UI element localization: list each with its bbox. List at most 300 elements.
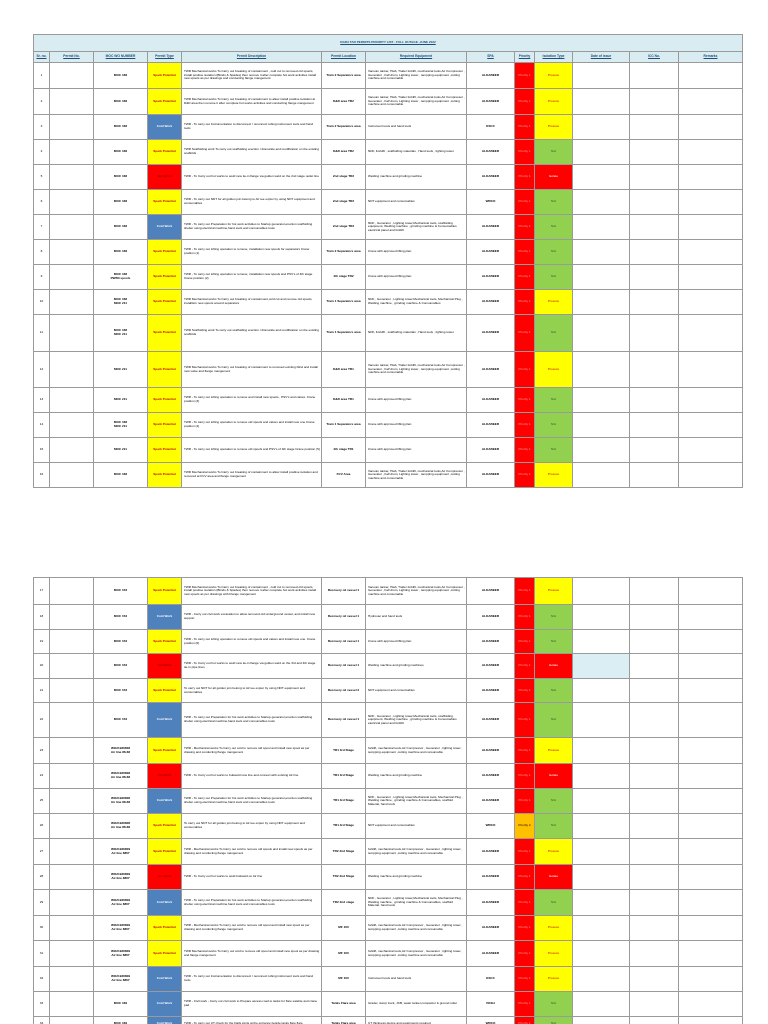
cell-required-equipment: Crane with approved lifting plan [366, 413, 467, 438]
cell-permit-type: Spark Potential [148, 240, 182, 265]
cell-permit-location: 4th stage TR1 [322, 438, 366, 463]
col-header-permit-location: Permit Location [322, 52, 366, 63]
cell-required-equipment: Crane with approved lifting plan [366, 265, 467, 290]
table-row [34, 789, 743, 814]
cell-permit-no [50, 89, 94, 115]
col-header-isolation-type: Isolation Type [535, 52, 573, 63]
cell-permit-no [50, 738, 94, 764]
cell-required-equipment: forklift, mechanical tools,Air Compressor , Generator , lighting tower , tempping equipment ,cutting machine and consumable [366, 916, 467, 941]
cell-permit-description: TWR - To carry out Preparation for hot work activities to Startup generator,erection scaffolding shelter using electrical machine,hand tools and consumables tools [182, 215, 322, 240]
cell-date-of-issue [573, 215, 630, 240]
cell-sr-no: 31 [34, 941, 50, 967]
cell-remarks [679, 839, 743, 865]
cell-permit-no [50, 764, 94, 789]
cell-icc-no [630, 140, 679, 165]
cell-permit-type: Spark Potential [148, 352, 182, 388]
cell-remarks [679, 890, 743, 916]
cell-remarks [679, 413, 743, 438]
cell-icc-no [630, 388, 679, 413]
cell-permit-type: Spark Potential [148, 413, 182, 438]
cell-required-equipment: Vacuum tanker, Hiab, Trailer forklift, mechanical tools,Air Compressor , Generator , half drum, Lighting tower , tempping equipment ,cutting machine and consumable [366, 89, 467, 115]
cell-permit-no [50, 789, 94, 814]
cell-permit-location: Recovery oil vessel 2 [322, 679, 366, 703]
cell-moc-wo-number: MOC 168 [94, 115, 148, 140]
cell-spa: ALKABEER [467, 916, 515, 941]
cell-required-equipment: Instrument tools and hand tools [366, 115, 467, 140]
cell-priority: Priority 1 [515, 738, 535, 764]
cell-icc-no [630, 190, 679, 215]
cell-permit-type: Cold Work [148, 215, 182, 240]
cell-isolation-type: N/A [535, 140, 573, 165]
cell-isolation-type: N/A [535, 215, 573, 240]
cell-permit-description: TWR - Mechanical works To Carry out cold to remove old spool and install new spool as per drawing and conducting flange mangement [182, 738, 322, 764]
cell-moc-wo-number: WO21926808 Air line 88-68 [94, 789, 148, 814]
cell-priority: Priority 1 [515, 63, 535, 89]
cell-permit-no [50, 654, 94, 679]
cell-date-of-issue [573, 115, 630, 140]
cell-permit-location: TR1 3rd Stage [322, 814, 366, 839]
cell-permit-location: TR1 3rd Stage [322, 738, 366, 764]
cell-remarks [679, 679, 743, 703]
cell-moc-wo-number: WO21926809 Air line 8867 [94, 941, 148, 967]
cell-icc-no [630, 115, 679, 140]
cell-spa: ALKABEER [467, 764, 515, 789]
col-header-date-of-issue: Date of issue [573, 52, 630, 63]
cell-icc-no [630, 463, 679, 488]
cell-permit-no [50, 165, 94, 190]
cell-remarks [679, 190, 743, 215]
cell-remarks [679, 388, 743, 413]
sheet-title: DGD3 TAR PERMITS PRIORITY LIST - FULL OUTAGE -JUNE 2022 [34, 35, 743, 52]
cell-permit-description: TWR Mechanical works To Carry out cold to remove old spool and install new spool as per drawing and flange mangement [182, 941, 322, 967]
cell-spa: ALKABEER [467, 630, 515, 654]
cell-date-of-issue [573, 165, 630, 190]
cell-required-equipment: Hydrovac and hand tools [366, 605, 467, 630]
cell-moc-wo-number: WO21926809 Air line 8867 [94, 890, 148, 916]
cell-sr-no: 33 [34, 992, 50, 1017]
cell-moc-wo-number: MOC 211 [94, 438, 148, 463]
cell-permit-description: TWR - Carry out civil work excavation to allow removed old underground vessel, and install new support [182, 605, 322, 630]
cell-icc-no [630, 89, 679, 115]
cell-date-of-issue [573, 703, 630, 738]
table-row [34, 890, 743, 916]
cell-permit-description: TWR - To carry out Lifting operation to remove, installation new spools and PSV's of 4th stage Crane position (2) [182, 265, 322, 290]
table-row [34, 630, 743, 654]
cell-moc-wo-number: MOC 168 [94, 240, 148, 265]
cell-required-equipment: NDF , Generator , Lighting tower,Mechanical tools, Mechanical Plug , Welding machine , grinding machine & Consumables, scaffold Material, hand tools [366, 789, 467, 814]
cell-permit-type: Spark Potential [148, 814, 182, 839]
cell-remarks [679, 967, 743, 992]
cell-permit-location: TR2 2nd Stage [322, 839, 366, 865]
table-row [34, 413, 743, 438]
cell-required-equipment: Welding machine and grinding machine [366, 764, 467, 789]
cell-permit-no [50, 967, 94, 992]
cell-required-equipment: Welding machine and grinding machines [366, 654, 467, 679]
cell-remarks [679, 1017, 743, 1024]
cell-required-equipment: Vacuum tanker, Hiab, Trailer forklift, mechanical tools,Air Compressor , Generator , half drum, Lighting tower , tempping equipment ,cutting machine and consumable [366, 63, 467, 89]
cell-priority: Priority 1 [515, 578, 535, 605]
cell-isolation-type: N/A [535, 605, 573, 630]
cell-icc-no [630, 967, 679, 992]
cell-required-equipment: Welding machine and grinding machine [366, 865, 467, 890]
cell-permit-location: 2nd stage TR2 [322, 190, 366, 215]
cell-moc-wo-number: MOC 153 [94, 578, 148, 605]
cell-permit-no [50, 814, 94, 839]
cell-priority: Priority 1 [515, 265, 535, 290]
col-header-moc-wo-number: MOC WO NUMBER [94, 52, 148, 63]
cell-permit-location: D&D area TR2 [322, 140, 366, 165]
cell-spa: ALKABEER [467, 265, 515, 290]
cell-spa: ALKABEER [467, 654, 515, 679]
cell-permit-description: TWR - To carry out Lifting operation to remove, installation new spools for separators Crane position (1) [182, 240, 322, 265]
cell-isolation-type: N/A [535, 265, 573, 290]
cell-moc-wo-number: WO21926808 Air line 88-68 [94, 814, 148, 839]
cell-date-of-issue [573, 738, 630, 764]
cell-priority: Priority 1 [515, 703, 535, 738]
table-row [34, 240, 743, 265]
table-row [34, 63, 743, 89]
cell-isolation-type: N/A [535, 388, 573, 413]
cell-remarks [679, 916, 743, 941]
cell-isolation-type: N/A [535, 630, 573, 654]
cell-priority: Priority 1 [515, 941, 535, 967]
cell-icc-no [630, 890, 679, 916]
cell-isolation-type: Isolate [535, 165, 573, 190]
cell-isolation-type: N/A [535, 814, 573, 839]
cell-moc-wo-number: MOC 168 [94, 165, 148, 190]
cell-isolation-type: Process [535, 578, 573, 605]
cell-sr-no: 15 [34, 438, 50, 463]
cell-permit-description: TWR - To carry out Preparation for hot work activities to Startup generator,erection scaffolding shelter using electrical machine,hand tools and consumables tools [182, 789, 322, 814]
cell-required-equipment: Vacuum tanker, Hiab, Trailer forklift, mechanical tools,Air Compressor , Generator , half drum, Lighting tower , tempping equipment ,cutting machine and consumable [366, 352, 467, 388]
cell-permit-no [50, 992, 94, 1017]
cell-permit-location: Recovery oil vessel 1 [322, 630, 366, 654]
cell-permit-description: TWR - To Carry out hot works to buttweld new line and connect with existing Air line [182, 764, 322, 789]
cell-remarks [679, 992, 743, 1017]
cell-remarks [679, 240, 743, 265]
cell-spa: ALKABEER [467, 63, 515, 89]
col-header-remarks: Remarks [679, 52, 743, 63]
cell-sr-no: 13 [34, 388, 50, 413]
cell-spa: ALKABEER [467, 140, 515, 165]
cell-permit-location: Train 1 Separators area [322, 290, 366, 315]
cell-required-equipment: Crane with approved lifting plan [366, 388, 467, 413]
cell-remarks [679, 630, 743, 654]
cell-remarks [679, 578, 743, 605]
cell-spa: ALKABEER [467, 240, 515, 265]
cell-permit-no [50, 703, 94, 738]
table-row [34, 215, 743, 240]
cell-permit-type: Cold Work [148, 1017, 182, 1024]
cell-permit-type: Spark Potential [148, 438, 182, 463]
cell-remarks [679, 63, 743, 89]
cell-sr-no: 20 [34, 654, 50, 679]
cell-priority: Priority 1 [515, 654, 535, 679]
cell-remarks [679, 738, 743, 764]
cell-permit-type: Spark Potential [148, 738, 182, 764]
cell-priority: Priority 1 [515, 388, 535, 413]
cell-icc-no [630, 839, 679, 865]
cell-spa: ALKABEER [467, 413, 515, 438]
cell-permit-no [50, 865, 94, 890]
cell-permit-location: D&D area TR1 [322, 388, 366, 413]
cell-remarks [679, 941, 743, 967]
cell-isolation-type: N/A [535, 438, 573, 463]
cell-permit-location: MF 100 [322, 967, 366, 992]
cell-permit-type: Spark Potential [148, 463, 182, 488]
cell-spa: KSCC [467, 115, 515, 140]
cell-permit-no [50, 352, 94, 388]
cell-isolation-type: N/A [535, 992, 573, 1017]
table-row [34, 165, 743, 190]
cell-date-of-issue [573, 865, 630, 890]
cell-isolation-type: Process [535, 941, 573, 967]
table-row [34, 290, 743, 315]
cell-moc-wo-number: MOC 169 [94, 1017, 148, 1024]
cell-date-of-issue [573, 63, 630, 89]
cell-priority: Priority 1 [515, 967, 535, 992]
cell-permit-no [50, 916, 94, 941]
cell-spa: ALKABEER [467, 839, 515, 865]
cell-sr-no: 29 [34, 890, 50, 916]
cell-moc-wo-number: MOC 168 [94, 63, 148, 89]
cell-permit-location: TR1 3rd Stage [322, 764, 366, 789]
cell-isolation-type: N/A [535, 789, 573, 814]
cell-moc-wo-number: MOC 211 [94, 388, 148, 413]
cell-priority: Priority 1 [515, 215, 535, 240]
cell-sr-no: 1 [34, 63, 50, 89]
cell-permit-location: 2nd stage TR2 [322, 215, 366, 240]
cell-permit-description: TWR - Civil work - Carry out civil work to Prepare access road to tanks for flare satelite and crane pad [182, 992, 322, 1017]
cell-permit-description: TWR Mechanical works To Carry out breaking of containment,cold cut and remove old spools, installtion new spools around separators [182, 290, 322, 315]
cell-permit-no [50, 63, 94, 89]
cell-remarks [679, 463, 743, 488]
cell-permit-type: Spark Potential [148, 916, 182, 941]
cell-spa: PASH [467, 992, 515, 1017]
cell-date-of-issue [573, 89, 630, 115]
cell-date-of-issue [573, 290, 630, 315]
cell-icc-no [630, 916, 679, 941]
cell-priority: Priority 1 [515, 916, 535, 941]
cell-permit-no [50, 438, 94, 463]
cell-isolation-type: Process [535, 115, 573, 140]
cell-sr-no: 3 [34, 115, 50, 140]
cell-remarks [679, 265, 743, 290]
cell-sr-no: 26 [34, 814, 50, 839]
cell-isolation-type: Isolate [535, 764, 573, 789]
cell-priority: Priority 1 [515, 89, 535, 115]
table-row [34, 865, 743, 890]
cell-permit-description: TWR Scaffolding work To carry out scaffolding erection / dismantle and modification on the existing scaffolds [182, 315, 322, 352]
cell-permit-type: Cold Work [148, 115, 182, 140]
cell-permit-location: Tanks Flare area [322, 992, 366, 1017]
cell-date-of-issue [573, 941, 630, 967]
cell-required-equipment: UT thickness device and equipments required [366, 1017, 467, 1024]
cell-required-equipment: NDF, Forklift , scaffolding materials , Hand tools , lighting tower [366, 315, 467, 352]
col-header-permit-description: Permit Description [182, 52, 322, 63]
cell-remarks [679, 605, 743, 630]
cell-moc-wo-number: MOC 153 [94, 679, 148, 703]
cell-permit-type: Spark Potential [148, 578, 182, 605]
cell-permit-location: Train 2 Separators area [322, 240, 366, 265]
cell-spa: WRCO [467, 1017, 515, 1024]
table-row [34, 916, 743, 941]
cell-priority: Priority 1 [515, 630, 535, 654]
cell-icc-no [630, 865, 679, 890]
cell-sr-no: 4 [34, 140, 50, 165]
cell-remarks [679, 140, 743, 165]
cell-date-of-issue [573, 814, 630, 839]
cell-permit-description: TWR - To carry out UT check for the Dalls joints at the entrance beside tanks flare flare [182, 1017, 322, 1024]
cell-priority: Priority 1 [515, 679, 535, 703]
cell-permit-no [50, 388, 94, 413]
cell-icc-no [630, 679, 679, 703]
cell-sr-no: 34 [34, 1017, 50, 1024]
cell-remarks [679, 89, 743, 115]
cell-permit-description: TWR - To carry out Lifting operation to remove and install new spools , PSV's and valves. Crane position (3) [182, 388, 322, 413]
cell-permit-type: Hot Work [148, 865, 182, 890]
cell-icc-no [630, 605, 679, 630]
cell-priority: Priority 1 [515, 165, 535, 190]
cell-permit-description: TWR - Mechanical works To Carry out cold to remove old spool and install new spool as per drawing and conducting flange mangement [182, 916, 322, 941]
cell-required-equipment: NDF , Generator , Lighting tower,Mechanical tools, Mechanical Plug , Welding machine , grinding machine & Consumables, scaffold Material, hand tools [366, 890, 467, 916]
cell-permit-description: TWR - To carry out Preparation for hot work activities to Startup generator,erection scaffolding shelter using electrical machine,hand tools and consumables tools [182, 890, 322, 916]
cell-permit-no [50, 630, 94, 654]
cell-sr-no: 7 [34, 215, 50, 240]
cell-sr-no: 9 [34, 265, 50, 290]
cell-date-of-issue [573, 240, 630, 265]
cell-permit-type: Spark Potential [148, 89, 182, 115]
cell-permit-type: Cold Work [148, 605, 182, 630]
cell-sr-no: 21 [34, 679, 50, 703]
cell-moc-wo-number: MOC 211 [94, 352, 148, 388]
cell-isolation-type: Process [535, 352, 573, 388]
cell-permit-type: Spark Potential [148, 630, 182, 654]
cell-sr-no: 22 [34, 703, 50, 738]
table-row [34, 814, 743, 839]
cell-permit-type: Spark Potential [148, 315, 182, 352]
cell-permit-description: TWR - Mechanical works To Carry out cold to remove old spools and install new spools as per drawing and conducting flange mangement [182, 839, 322, 865]
cell-permit-type: Cold Work [148, 789, 182, 814]
table-row [34, 352, 743, 388]
cell-permit-type: Hot Work [148, 654, 182, 679]
cell-sr-no: 19 [34, 630, 50, 654]
cell-permit-description: TWR - To carry out NDT for all golden join belong to Air tee expier by using NDT equipment and consumables [182, 190, 322, 215]
cell-date-of-issue [573, 605, 630, 630]
cell-sr-no: 24 [34, 764, 50, 789]
permit-table-page-1 [33, 34, 743, 488]
cell-required-equipment: Vacuum tanker, Hiab, Trailer forklift, mechanical tools,Air Compressor , Generator , half drum, Lighting tower , tempping equipment ,cutting machine and consumable [366, 578, 467, 605]
cell-date-of-issue [573, 413, 630, 438]
cell-moc-wo-number: MOC 168 [94, 140, 148, 165]
cell-permit-type: Cold Work [148, 967, 182, 992]
cell-sr-no: 8 [34, 240, 50, 265]
cell-required-equipment: NDT equipment and consumables [366, 190, 467, 215]
cell-date-of-issue [573, 463, 630, 488]
cell-permit-type: Cold Work [148, 890, 182, 916]
cell-icc-no [630, 438, 679, 463]
cell-remarks [679, 865, 743, 890]
cell-permit-location: TR2 2nd Stage [322, 865, 366, 890]
cell-permit-no [50, 140, 94, 165]
cell-moc-wo-number: MOC 168 [94, 190, 148, 215]
cell-spa: ALKABEER [467, 165, 515, 190]
table-row [34, 764, 743, 789]
col-header-sr-no: Sr. no. [34, 52, 50, 63]
cell-remarks [679, 290, 743, 315]
cell-icc-no [630, 1017, 679, 1024]
table-row [34, 967, 743, 992]
cell-required-equipment: Crane with approved lifting plan [366, 438, 467, 463]
table-row [34, 315, 743, 352]
cell-date-of-issue [573, 1017, 630, 1024]
cell-date-of-issue [573, 265, 630, 290]
table-row [34, 654, 743, 679]
cell-permit-type: Hot Work [148, 764, 182, 789]
table-row [34, 578, 743, 605]
cell-permit-description: TWR - To carry out Preparation for hot work activities to Startup generator,erection scaffolding shelter using electrical machine,hand tools and consumables tools [182, 703, 322, 738]
cell-icc-no [630, 578, 679, 605]
cell-priority: Priority 1 [515, 190, 535, 215]
cell-permit-description: TWR Mechanical works To Carry out breaking of containment to removed existing blind and install new valve and flange mangement [182, 352, 322, 388]
cell-isolation-type: N/A [535, 413, 573, 438]
cell-isolation-type: Process [535, 63, 573, 89]
cell-required-equipment: NDF , Generator , Lighting tower,Mechanical tools, scaffolding equipment, Welding machine , grinding machine & Consumables electrical panel and forklift [366, 703, 467, 738]
cell-sr-no: 23 [34, 738, 50, 764]
cell-moc-wo-number: MOC 168 MOC 211 [94, 413, 148, 438]
table-row [34, 115, 743, 140]
cell-date-of-issue [573, 992, 630, 1017]
cell-permit-no [50, 265, 94, 290]
cell-priority: Priority 1 [515, 605, 535, 630]
cell-date-of-issue [573, 578, 630, 605]
cell-required-equipment: Grader, dump truck, JCB, water tanker,compactor & ground roller [366, 992, 467, 1017]
cell-permit-description: To carry out NDT for all golden join belong to Air tee expier by using NDT equipment and consumables [182, 679, 322, 703]
cell-priority: Priority 1 [515, 140, 535, 165]
cell-permit-location: Train 1 Separators area [322, 315, 366, 352]
cell-permit-no [50, 1017, 94, 1024]
cell-permit-location: Recovery oil vessel 1 [322, 703, 366, 738]
cell-moc-wo-number: MOC 168 [94, 89, 148, 115]
cell-permit-description: To carry out NDT for all golden join belong to Air tee expier by using NDT equipment and consumables [182, 814, 322, 839]
cell-priority: Priority 1 [515, 315, 535, 352]
cell-permit-location: 2nd stage TR2 [322, 165, 366, 190]
cell-icc-no [630, 941, 679, 967]
cell-permit-location: Train 2 Separators area [322, 115, 366, 140]
cell-permit-type: Spark Potential [148, 140, 182, 165]
cell-permit-no [50, 679, 94, 703]
cell-moc-wo-number: MOC 168 MOC 211 [94, 315, 148, 352]
table-row [34, 941, 743, 967]
cell-isolation-type: Isolate [535, 865, 573, 890]
cell-permit-description: TWR Mechanical works To Carry out breaking of containment , cold cut to removed old spools, install positive isolation (Blinds & Spades) then remove it after complete hot work activities install new spools as per drawings and conducting flange mangement [182, 63, 322, 89]
cell-priority: Priority 1 [515, 865, 535, 890]
table-row [34, 679, 743, 703]
col-header-icc-no: ICC No. [630, 52, 679, 63]
cell-required-equipment: Crane with approved lifting plan [366, 630, 467, 654]
cell-remarks [679, 352, 743, 388]
cell-isolation-type: N/A [535, 890, 573, 916]
cell-required-equipment: Crane with approved lifting plan [366, 240, 467, 265]
cell-permit-type: Spark Potential [148, 63, 182, 89]
cell-permit-location: Train 2 Separators area [322, 63, 366, 89]
cell-date-of-issue [573, 438, 630, 463]
cell-permit-location: Recovery oil vessel 1 [322, 578, 366, 605]
cell-permit-description: TWR Scaffolding work To carry out scaffolding erection / dismantle and modification on the existing scaffolds [182, 140, 322, 165]
cell-remarks [679, 703, 743, 738]
cell-required-equipment: NDT equipment and consumables [366, 679, 467, 703]
table-row [34, 463, 743, 488]
